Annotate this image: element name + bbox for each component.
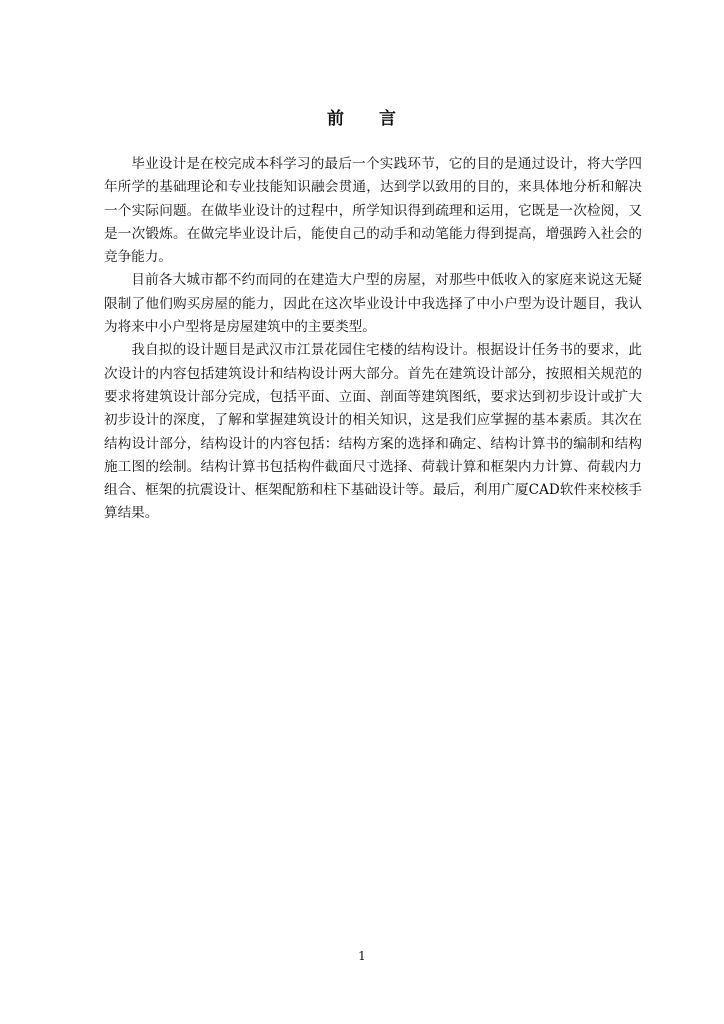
- paragraph-1: 毕业设计是在校完成本科学习的最后一个实践环节，它的目的是通过设计，将大学四年所学的基础理论和专业技能知识融会贯通，达到学以致用的目的，来具体地分析和解决一个实际问题。在做毕业设计的过程中，所学知识得到疏理和运用，它既是一次检阅，又是一次锻炼。在做完毕业设计后，能使自己的动手和动笔能力得到提高，增强跨入社会的竞争能力。: [104, 156, 642, 266]
- title-char-1: 前: [327, 109, 345, 129]
- page-number: 1: [358, 949, 366, 963]
- body-text: [104, 153, 642, 526]
- paragraph-3: 我自拟的设计题目是武汉市江景花园住宅楼的结构设计。根据设计任务书的要求，此次设计的内容包括建筑设计和结构设计两大部分。首先在建筑设计部分，按照相关规范的要求将建筑设计部分完成，包括平面、立面、剖面等建筑图纸，要求达到初步设计或扩大初步设计的深度，了解和掌握建筑设计的相关知识，这是我们应掌握的基本素质。其次在结构设计部分，结构设计的内容包括：结构方案的选择和确定、结构计算书的编制和结构施工图的绘制。结构计算书包括构件截面尺寸选择、荷载计算和框架内力计算、荷载内力组合、框架的抗震设计、框架配筋和柱下基础设计等。最后，利用广厦CAD软件来校核手算结果。: [104, 342, 642, 522]
- title-char-2: 言: [379, 109, 397, 129]
- paragraph-2: 目前各大城市都不约而同的在建造大户型的房屋，对那些中低收入的家庭来说这无疑限制了他们购买房屋的能力，因此在这次毕业设计中我选择了中小户型为设计题目，我认为将来中小户型将是房屋建筑中的主要类型。: [104, 272, 642, 336]
- page-title: [0, 104, 724, 129]
